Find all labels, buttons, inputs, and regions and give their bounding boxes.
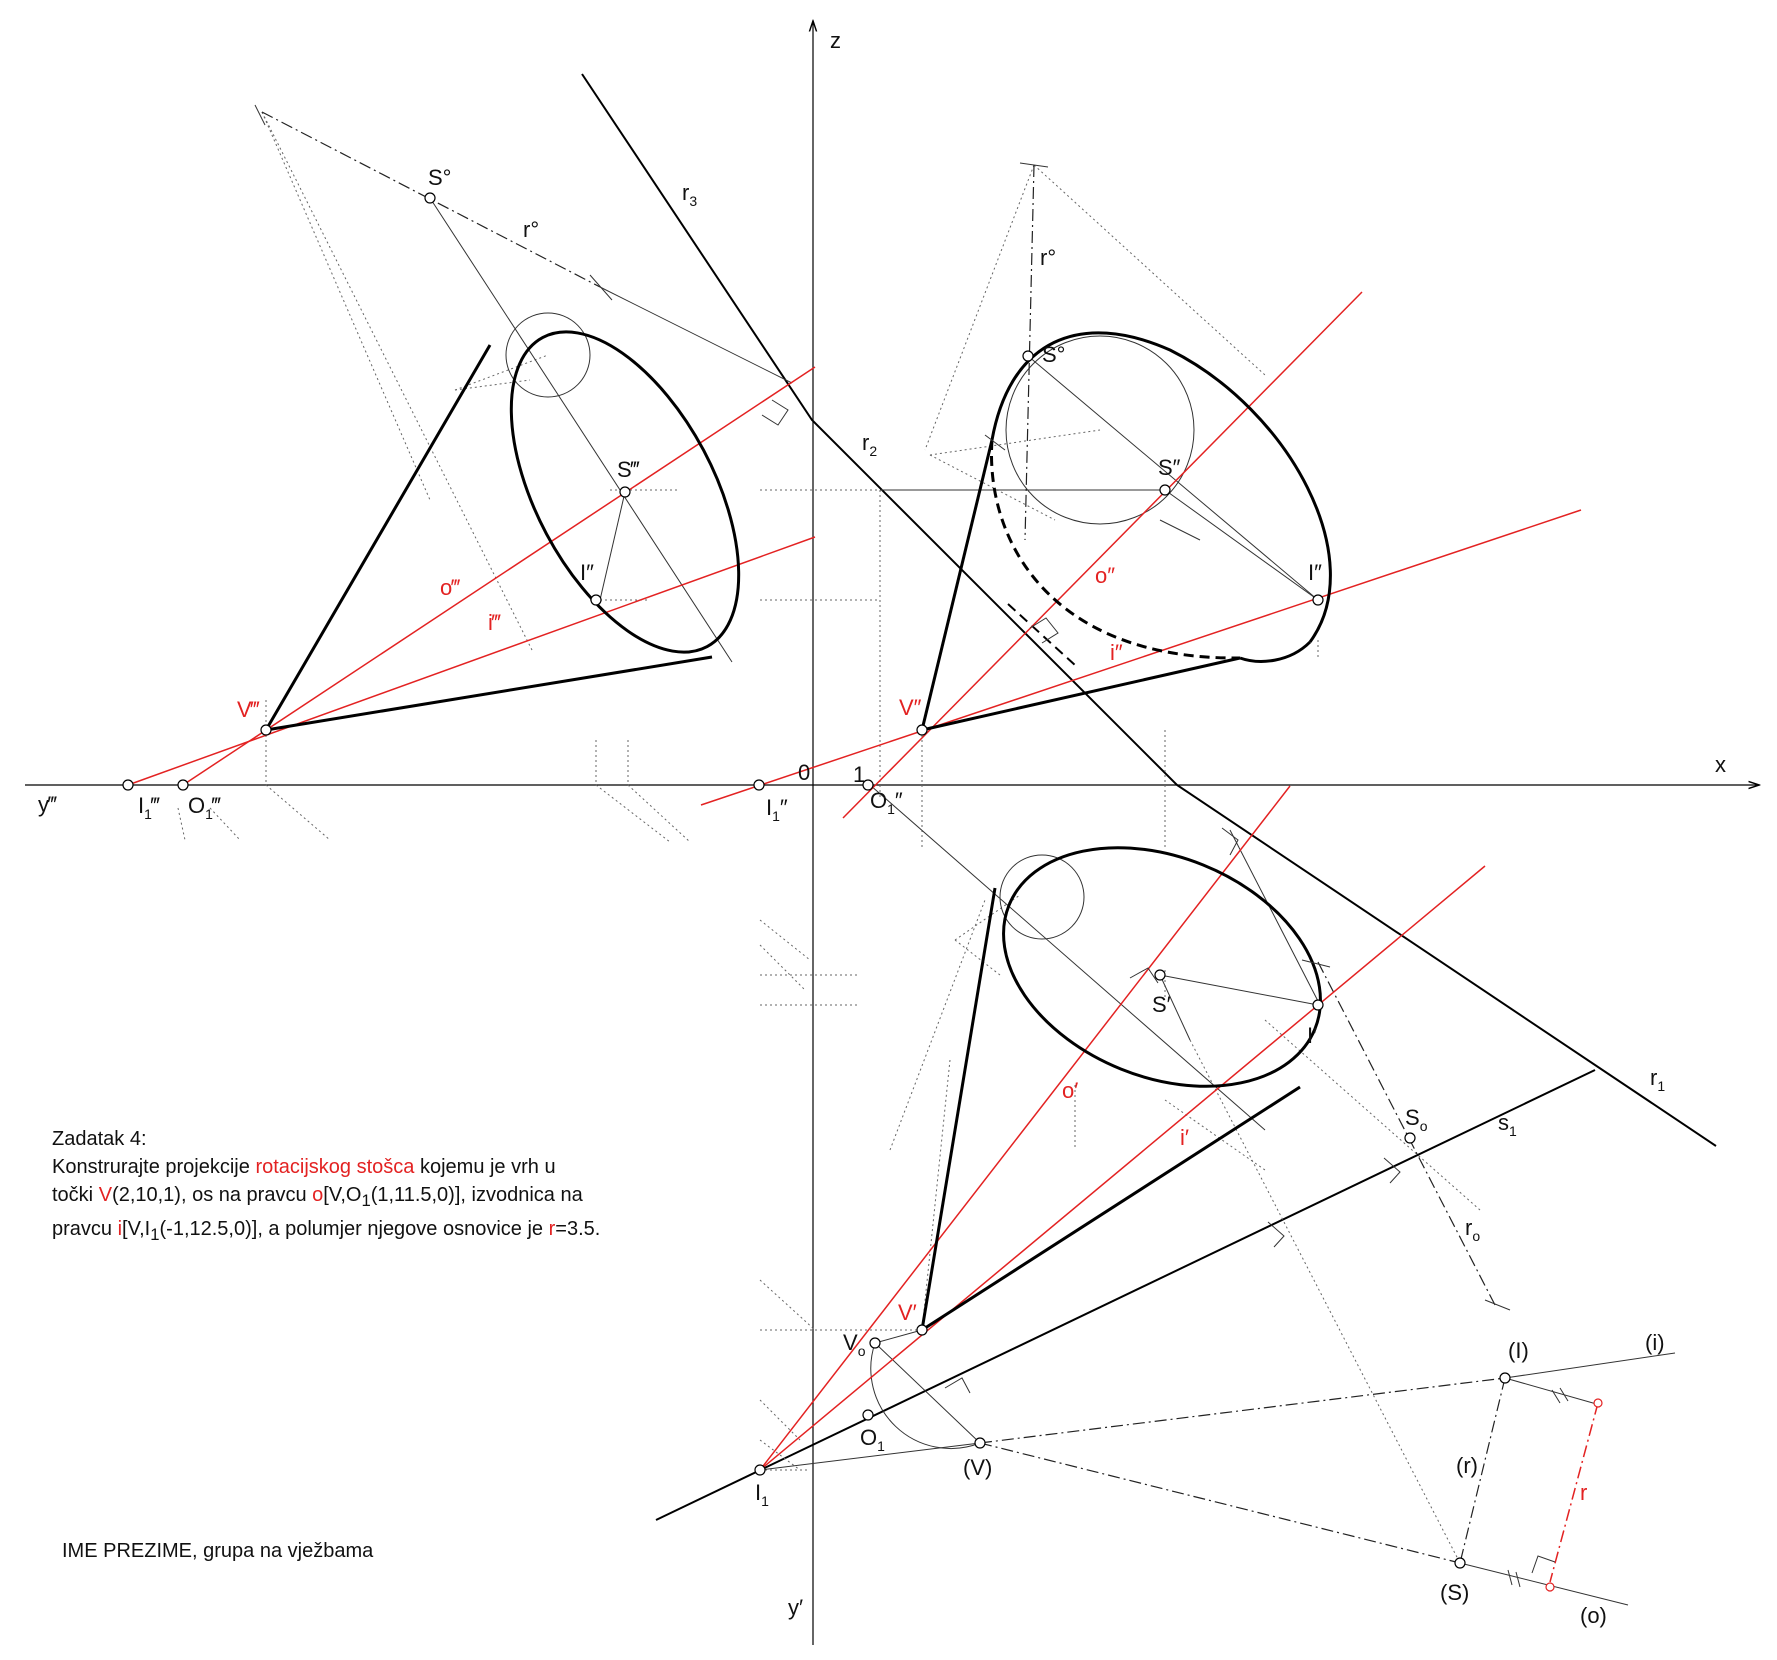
point-I3 <box>591 595 601 605</box>
trace-lines <box>582 74 1716 1520</box>
point-S3 <box>620 487 630 497</box>
points <box>123 193 1602 1591</box>
label-one: 1 <box>853 762 866 787</box>
red-radius-line <box>1550 1403 1598 1582</box>
point-S0-right <box>1023 351 1033 361</box>
label-Ipar: (I) <box>1508 1338 1529 1363</box>
task-text <box>52 1125 692 1249</box>
label-S3: S‴ <box>617 457 640 482</box>
tick-marks <box>255 105 1568 1587</box>
label-opar: (o) <box>1580 1603 1607 1628</box>
thin-construction <box>430 198 1675 1605</box>
label-ro: $r_o$ <box>1465 1215 1481 1244</box>
point-I1 <box>1313 1000 1323 1010</box>
label-I1: I′ <box>1307 1023 1318 1048</box>
label-r2: $r_2$ <box>862 430 878 459</box>
label-V2: V″ <box>899 695 922 720</box>
point-V1 <box>917 1325 927 1335</box>
label-O1-2: $O_1''$ <box>870 788 903 817</box>
point-O1-3 <box>178 780 188 790</box>
right-angle-marks <box>762 400 1555 1573</box>
label-o1: o′ <box>1062 1078 1079 1103</box>
label-S1: S′ <box>1152 992 1171 1017</box>
label-Spar: (S) <box>1440 1580 1470 1605</box>
label-O1-3: $O_1‴$ <box>188 793 221 822</box>
label-I2: I″ <box>1308 560 1322 585</box>
point-Spar <box>1455 1558 1465 1568</box>
point-V2 <box>917 725 927 735</box>
point-Ipar <box>1500 1373 1510 1383</box>
red-lines <box>128 292 1581 1470</box>
point-V3 <box>261 725 271 735</box>
label-V3: V‴ <box>237 697 260 722</box>
point-I1b <box>755 1465 765 1475</box>
label-r0-left: r° <box>523 217 540 242</box>
label-S2: S″ <box>1158 455 1181 480</box>
task-line-2: točki V(2,10,1), os na pravcu $o[V,O_1(1,11.5,0)]$, izvodnica na <box>52 1184 583 1210</box>
label-s1: $s_1$ <box>1498 1110 1517 1139</box>
label-I1-3: $I_1‴$ <box>138 793 160 822</box>
point-O1 <box>863 1410 873 1420</box>
task-line-1: Konstrurajte projekcije rotacijskog stošca kojemu je vrh u <box>52 1156 556 1178</box>
point-I2 <box>1313 595 1323 605</box>
task-line-3: pravcu $i[V,I_1(-1,12.5,0)]$, a polumjer njegove osnovice je r=3.5. <box>52 1218 601 1244</box>
label-O1: $O_1$ <box>860 1425 885 1454</box>
signature: IME PREZIME, grupa na vježbama <box>62 1540 374 1562</box>
label-rpar: (r) <box>1456 1453 1478 1478</box>
label-S0-left: S° <box>428 165 452 190</box>
label-Vo: $V_o$ <box>843 1330 866 1359</box>
label-r-red: r <box>1580 1480 1588 1505</box>
point-S1 <box>1155 970 1165 980</box>
label-V1: V′ <box>898 1300 917 1325</box>
label-r0-right: r° <box>1040 245 1057 270</box>
label-I3: I″ <box>580 560 594 585</box>
label-y1: y′ <box>788 1595 804 1620</box>
point-Vpar <box>975 1438 985 1448</box>
point-S2 <box>1160 485 1170 495</box>
point-Vo <box>870 1338 880 1348</box>
label-S0-right: S° <box>1042 342 1066 367</box>
label-I1b: $I_1$ <box>755 1480 769 1509</box>
label-Vpar: (V) <box>963 1455 993 1480</box>
label-i3: i‴ <box>488 610 501 635</box>
label-ipar: (i) <box>1645 1330 1665 1355</box>
label-i2: i″ <box>1110 640 1123 665</box>
point-S0-left <box>425 193 435 203</box>
trace-s1 <box>656 1070 1595 1520</box>
label-i1: i′ <box>1180 1125 1190 1150</box>
labels <box>38 28 1726 1628</box>
dotted-construction <box>178 112 1480 1470</box>
dashdot-construction <box>262 112 1598 1582</box>
label-zero: 0 <box>798 760 811 785</box>
trace-polyline <box>582 74 1716 1146</box>
label-r3: $r_3$ <box>682 180 698 209</box>
label-y3: y‴ <box>38 792 57 817</box>
point-red-top <box>1594 1399 1602 1407</box>
label-So: $S_o$ <box>1405 1105 1428 1134</box>
label-o3: o‴ <box>440 575 461 600</box>
point-I1-2 <box>754 780 764 790</box>
label-r1: $r_1$ <box>1650 1065 1666 1094</box>
label-x: x <box>1715 752 1726 777</box>
task-heading: Zadatak 4: <box>52 1128 147 1150</box>
axes <box>25 22 1758 1645</box>
label-I1-2: $I_1''$ <box>766 795 788 824</box>
label-o2: o″ <box>1095 563 1116 588</box>
point-I1-3 <box>123 780 133 790</box>
point-red-bottom <box>1546 1583 1554 1591</box>
point-So <box>1405 1133 1415 1143</box>
label-z: z <box>830 28 841 53</box>
